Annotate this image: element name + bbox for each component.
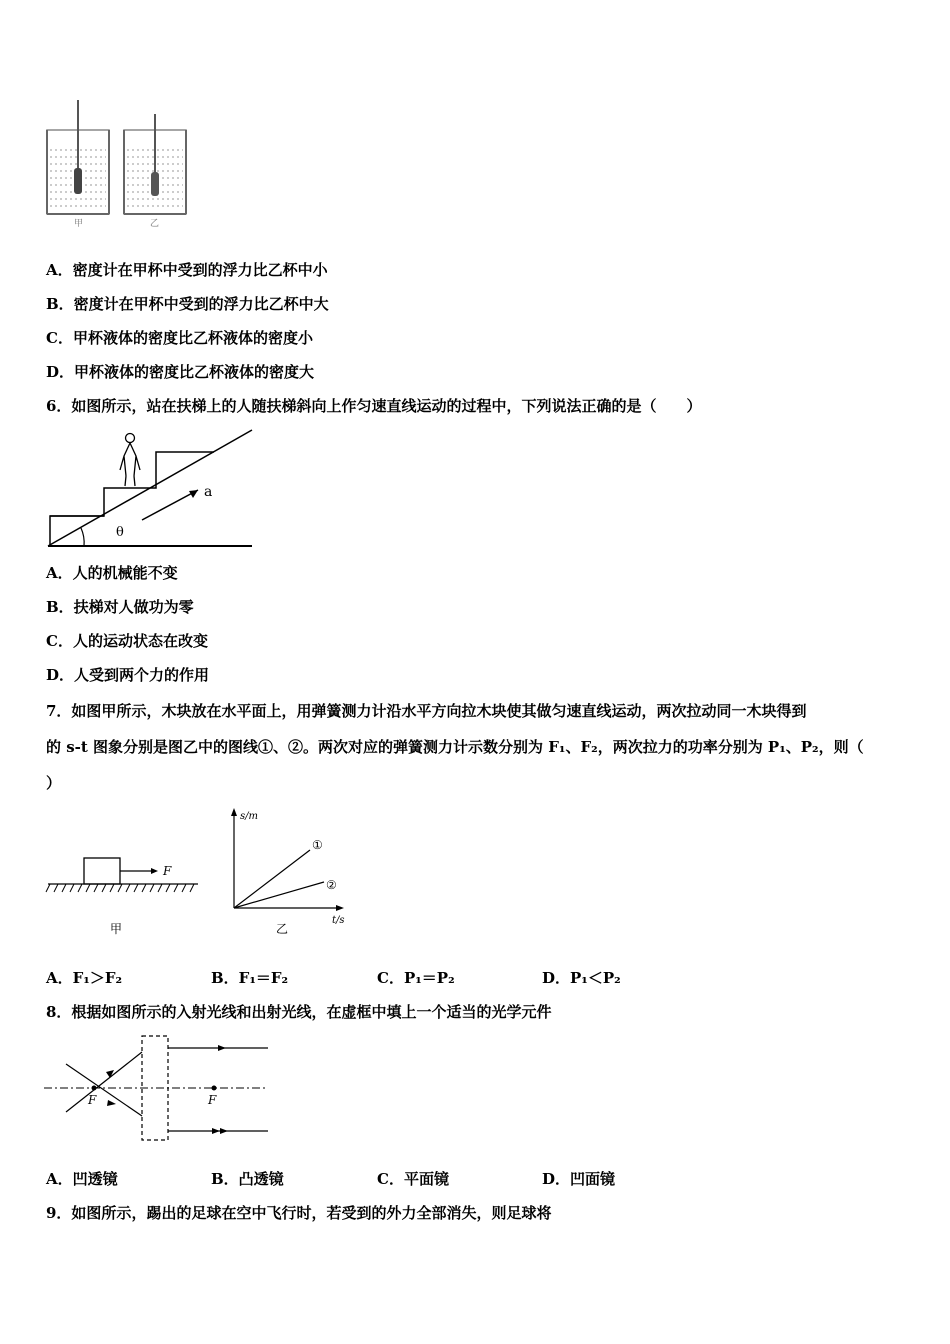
q7-option-b: B．F₁＝F₂ [211, 969, 289, 987]
q7-block-figure [46, 848, 206, 938]
y-axis-label: s/m [240, 811, 258, 822]
q5-option-c: C．甲杯液体的密度比乙杯液体的密度小 [46, 329, 313, 347]
q7-st-graph [220, 805, 360, 937]
q6-option-a: A．人的机械能不变 [46, 564, 178, 582]
q8-option-b: B．凸透镜 [211, 1170, 284, 1188]
beaker-left-label: 甲 [74, 219, 84, 229]
q8-option-d: D．凹面镜 [542, 1170, 616, 1188]
hydrometer-left-bulb [74, 168, 82, 194]
q5-option-a: A．密度计在甲杯中受到的浮力比乙杯中小 [46, 261, 328, 279]
beaker-right-label: 乙 [150, 219, 160, 229]
q6-option-d: D．人受到两个力的作用 [46, 666, 210, 684]
graph-line-2-label: ② [326, 878, 337, 892]
q7-stem-line2: 的 s-t 图象分别是图乙中的图线①、②。两次对应的弹簧测力计示数分别为 F₁、F₂，两次拉力的功率分别为 P₁、P₂，则（ [46, 738, 864, 756]
focus-right-dot [212, 1086, 217, 1091]
acceleration-label: a [204, 484, 213, 500]
q5-option-b: B．密度计在甲杯中受到的浮力比乙杯中大 [46, 295, 329, 313]
angle-label: θ [116, 525, 124, 540]
q7-option-d: D．P₁＜P₂ [542, 969, 621, 987]
graph-line-2 [234, 882, 324, 908]
incident-ray-upper [66, 1064, 142, 1116]
q8-stem: 8．根据如图所示的入射光线和出射光线，在虚框中填上一个适当的光学元件 [46, 1003, 552, 1021]
graph-line-1 [234, 850, 310, 908]
person-figure [120, 434, 140, 487]
q7-stem-line1: 7．如图甲所示，木块放在水平面上，用弹簧测力计沿水平方向拉木块使其做匀速直线运动，两次拉动同一木块得到 [46, 702, 807, 720]
q8-option-a: A．凹透镜 [46, 1170, 118, 1188]
focus-left-dot [92, 1086, 97, 1091]
q7-option-a: A．F₁＞F₂ [46, 969, 123, 987]
q9-stem: 9．如图所示，踢出的足球在空中飞行时，若受到的外力全部消失，则足球将 [46, 1204, 552, 1222]
q5-beakers-figure [44, 100, 194, 230]
hydrometer-right-bulb [151, 172, 159, 196]
figure-yi-label: 乙 [276, 922, 289, 936]
q5-option-d: D．甲杯液体的密度比乙杯液体的密度大 [46, 363, 315, 381]
incident-ray-lower [66, 1052, 142, 1112]
q6-escalator-figure [46, 428, 256, 552]
focus-left-label: F [88, 1093, 97, 1107]
focus-right-label: F [208, 1093, 217, 1107]
force-label: F [163, 864, 172, 878]
acceleration-arrow [142, 490, 198, 520]
q7-stem-line3: ） [46, 774, 62, 792]
x-axis-label: t/s [332, 915, 345, 926]
q6-stem: 6．如图所示，站在扶梯上的人随扶梯斜向上作匀速直线运动的过程中，下列说法正确的是（ ） [46, 397, 702, 415]
graph-line-1-label: ① [312, 838, 323, 852]
q8-optics-figure [44, 1034, 274, 1146]
figure-jia-label: 甲 [110, 922, 123, 936]
q7-option-c: C．P₁＝P₂ [377, 969, 455, 987]
q8-option-c: C．平面镜 [377, 1170, 449, 1188]
q6-option-b: B．扶梯对人做功为零 [46, 598, 194, 616]
angle-arc [81, 528, 84, 546]
q6-option-c: C．人的运动状态在改变 [46, 632, 208, 650]
wood-block [84, 858, 120, 884]
